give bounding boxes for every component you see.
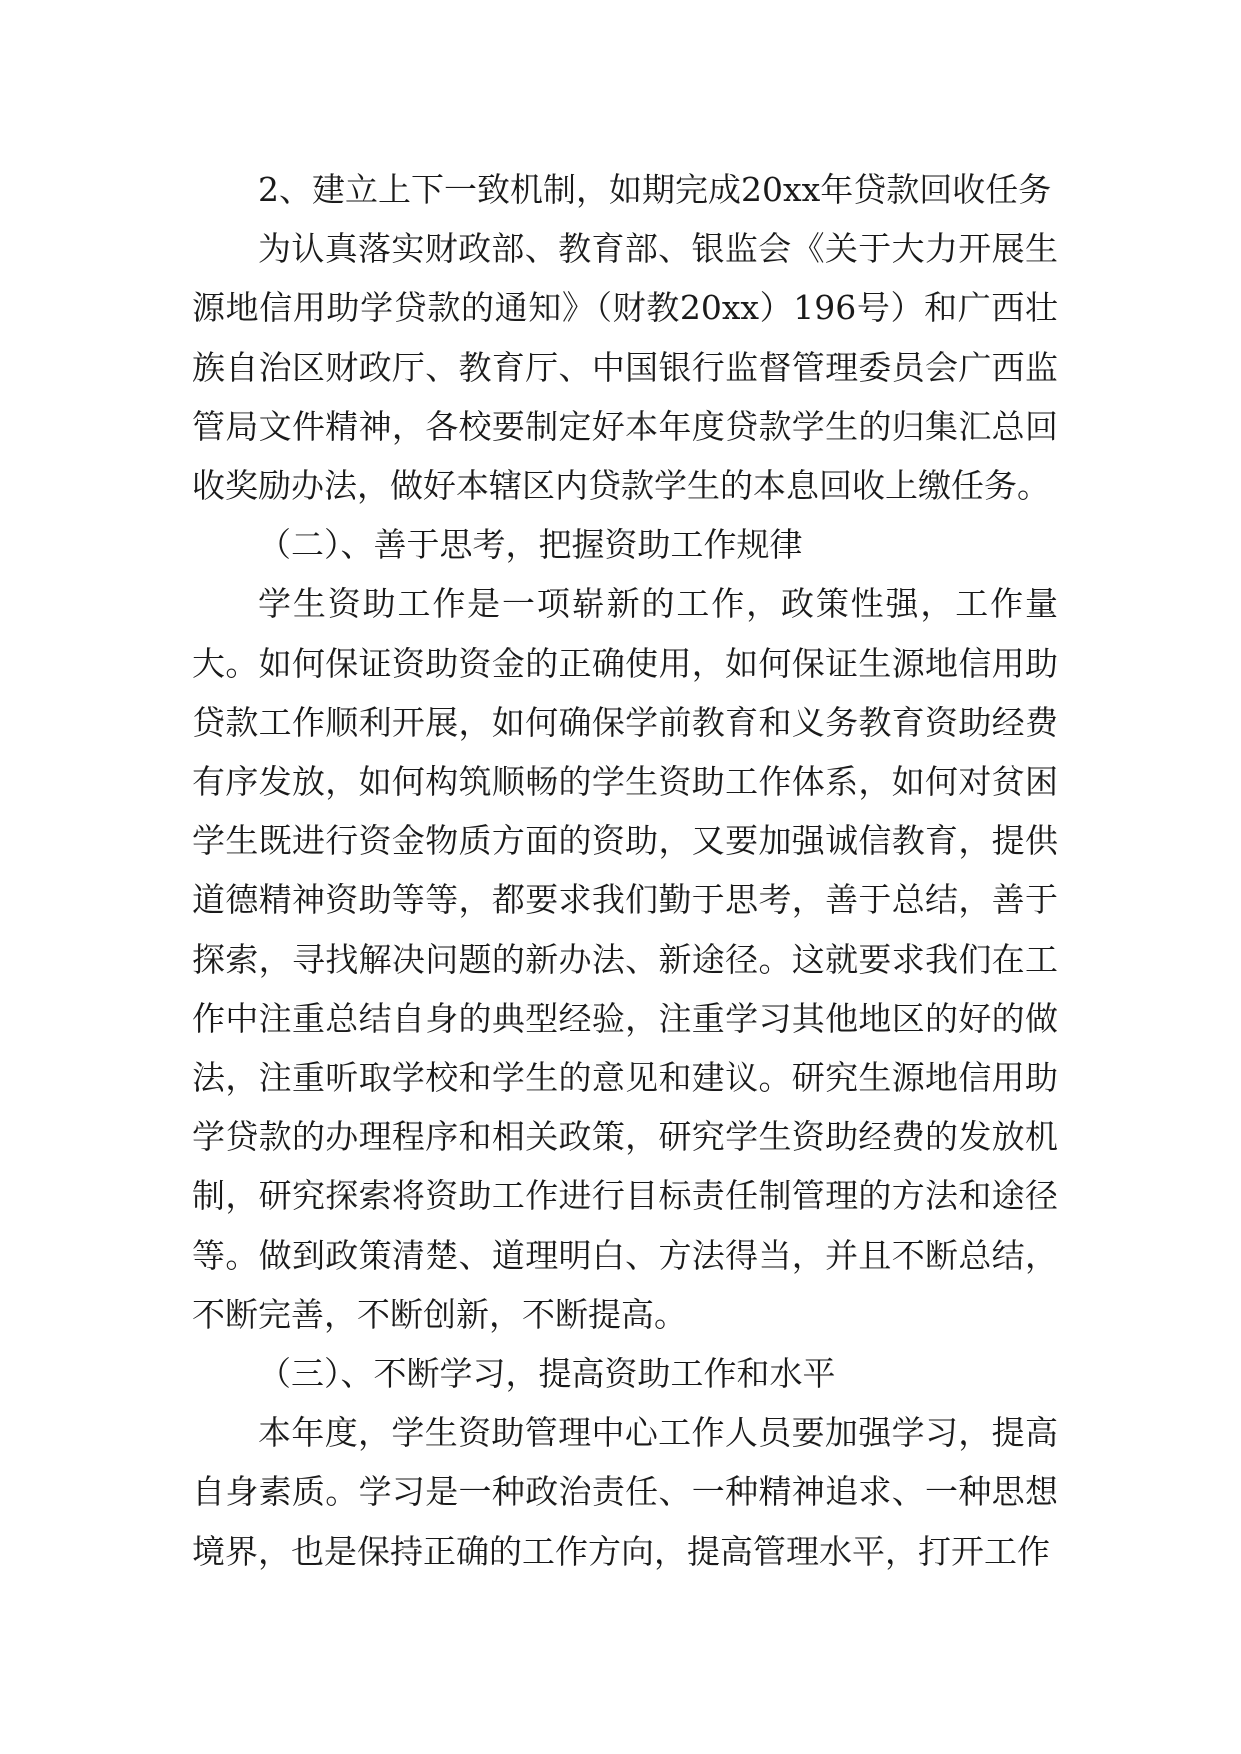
paragraph-think: 学生资助工作是一项崭新的工作，政策性强，工作量大。如何保证资助资金的正确使用，如何保证生源地信用助贷款工作顺利开展，如何确保学前教育和义务教育资助经费有序发放，如何构筑顺畅的学生资助工作体系，如何对贫困学生既进行资金物质方面的资助，又要加强诚信教育，提供道德精神资助等等，都要求我们勤于思考，善于总结，善于探索，寻找解决问题的新办法、新途径。这就要求我们在工作中注重总结自身的典型经验，注重学习其他地区的好的做法，注重听取学校和学生的意见和建议。研究生源地信用助学贷款的办理程序和相关政策，研究学生资助经费的发放机制，研究探索将资助工作进行目标责任制管理的方法和途径等。做到政策清楚、道理明白、方法得当，并且不断总结，不断完善，不断创新，不断提高。 [192, 584, 1058, 1334]
section-heading-think: （二）、善于思考，把握资助工作规律 [258, 525, 803, 565]
section-heading-learn: （三）、不断学习，提高资助工作和水平 [258, 1354, 836, 1394]
subsection-heading-loan-recovery: 2、建立上下一致机制，如期完成20xx年贷款回收任务 [258, 170, 1052, 209]
paragraph-loan-recovery: 为认真落实财政部、教育部、银监会《关于大力开展生源地信用助学贷款的通知》（财教20xx）196号）和广西壮族自治区财政厅、教育厅、中国银行监督管理委员会广西监管局文件精神，各校要制定好本年度贷款学生的归集汇总回收奖励办法，做好本辖区内贷款学生的本息回收上缴任务。 [192, 229, 1058, 506]
paragraph-learn: 本年度，学生资助管理中心工作人员要加强学习，提高自身素质。学习是一种政治责任、一种精神追求、一种思想境界，也是保持正确的工作方向，提高管理水平，打开工作 [192, 1413, 1058, 1571]
document-body [192, 160, 1058, 1581]
